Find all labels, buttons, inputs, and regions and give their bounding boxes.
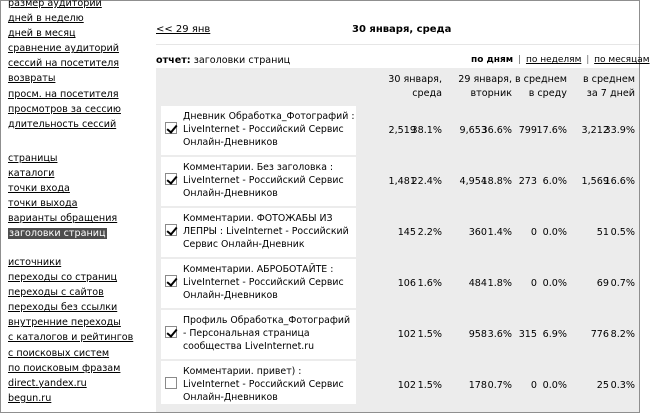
- sidebar-link[interactable]: переходы без ссылки: [8, 302, 118, 314]
- table-header: [156, 68, 639, 106]
- percent-cell: 0.7%: [610, 278, 635, 289]
- sidebar-link[interactable]: переходы с сайтов: [8, 287, 104, 299]
- date-bar: [156, 19, 639, 42]
- page-title-text: Комментарии. АБРОБОТАЙТЕ : LiveInternet - Российский Сервис Онлайн-Дневников: [183, 264, 344, 302]
- percent-cell: 0.0%: [542, 278, 567, 289]
- percent-cell: 0.3%: [610, 380, 635, 391]
- header-yesterday: 29 января, вторник: [458, 74, 512, 99]
- percent-cell: 6.0%: [542, 176, 567, 187]
- sidebar-item: [8, 361, 133, 376]
- row-title-cell: [161, 361, 356, 410]
- page-title-text: Дневник Обработка_Фотографий : LiveInternet - Российский Сервис Онлайн-Дневников: [183, 111, 355, 149]
- percent-cell: 16.6%: [604, 176, 635, 187]
- value-cell: 145: [397, 227, 416, 238]
- divider: [156, 44, 639, 45]
- sidebar-link[interactable]: дней в неделю: [8, 13, 84, 25]
- percent-cell: 3.6%: [487, 329, 512, 340]
- value-cell: 484: [468, 278, 487, 289]
- value-cell: 2,519: [388, 125, 416, 136]
- sidebar-link[interactable]: источники: [8, 257, 62, 268]
- sidebar-group-sources: [8, 255, 133, 406]
- page-title-text: Комментарии. ФОТОЖАБЫ ИЗ ЛЕПРЫ : LiveInternet - Российский Сервис Онлайн-Дневник: [183, 213, 349, 251]
- sidebar-item: [8, 117, 121, 132]
- sidebar-item: [8, 346, 133, 361]
- report-line: [156, 55, 290, 66]
- sidebar-item: [8, 315, 133, 330]
- page-title-text: Комментарии. привет) : LiveInternet - Российский Сервис Онлайн-Дневников: [183, 366, 344, 404]
- sidebar-group-audience: [8, 0, 121, 132]
- sidebar: [1, 1, 141, 412]
- sidebar-link[interactable]: с поисковых систем: [8, 347, 110, 359]
- percent-cell: 33.9%: [604, 125, 635, 136]
- sidebar-item: [8, 270, 133, 285]
- value-cell: 3,212: [581, 125, 609, 136]
- sidebar-item: [8, 26, 121, 41]
- percent-cell: 1.5%: [417, 329, 442, 340]
- value-cell: 273: [518, 176, 537, 187]
- sidebar-item: [8, 102, 121, 117]
- sidebar-item: [8, 285, 133, 300]
- value-cell: 0: [530, 227, 537, 238]
- sidebar-link[interactable]: просмотров за сессию: [8, 103, 121, 115]
- value-cell: 25: [596, 380, 609, 391]
- sidebar-link[interactable]: точки входа: [8, 183, 70, 195]
- tab-by-week[interactable]: по неделям: [525, 55, 582, 65]
- row-title-cell: [161, 106, 356, 155]
- percent-cell: 8.2%: [610, 329, 635, 340]
- sidebar-link[interactable]: просм. на посетителя: [8, 88, 119, 100]
- header-today: 30 января, среда: [388, 74, 442, 99]
- value-cell: 106: [397, 278, 416, 289]
- header-avg-7days: в среднем за 7 дней: [582, 74, 635, 99]
- sidebar-link[interactable]: по поисковым фразам: [8, 362, 121, 374]
- value-cell: 315: [518, 329, 537, 340]
- percent-cell: 2.2%: [417, 227, 442, 238]
- sidebar-item: [8, 211, 117, 226]
- row-title-cell: [161, 259, 356, 308]
- percent-cell: 0.0%: [542, 227, 567, 238]
- period-tabs: [471, 55, 650, 65]
- row-checkbox[interactable]: [165, 326, 177, 338]
- value-cell: 1,481: [388, 176, 416, 187]
- table-footer: [156, 404, 639, 412]
- percent-cell: 1.8%: [487, 278, 512, 289]
- sidebar-link[interactable]: заголовки страниц: [9, 228, 106, 240]
- sidebar-item: [8, 87, 121, 102]
- sidebar-item: [8, 0, 121, 11]
- sidebar-item: [8, 255, 133, 270]
- sidebar-item: [8, 166, 117, 181]
- sidebar-item: [8, 151, 117, 166]
- sidebar-link[interactable]: длительность сессий: [8, 118, 117, 130]
- tab-by-day[interactable]: по дням: [471, 55, 514, 65]
- sidebar-group-pages: [8, 151, 117, 242]
- value-cell: 102: [397, 380, 416, 391]
- value-cell: 102: [397, 329, 416, 340]
- sidebar-item: [8, 300, 133, 315]
- table-row: [156, 208, 639, 257]
- percent-cell: 1.4%: [487, 227, 512, 238]
- sidebar-link[interactable]: каталоги: [8, 168, 55, 180]
- percent-cell: 38.1%: [411, 125, 442, 136]
- sidebar-item: [8, 226, 117, 241]
- sidebar-item: [8, 376, 133, 391]
- value-cell: 360: [468, 227, 487, 238]
- value-cell: 1,569: [581, 176, 609, 187]
- percent-cell: 18.8%: [481, 176, 512, 187]
- tab-separator: |: [518, 55, 522, 65]
- report-value: заголовки страниц: [193, 55, 291, 66]
- sidebar-item: [8, 181, 117, 196]
- sidebar-link[interactable]: внутренние переходы: [8, 317, 121, 329]
- report-label: отчет:: [156, 55, 191, 66]
- row-checkbox[interactable]: [165, 122, 177, 134]
- percent-cell: 17.6%: [536, 125, 567, 136]
- page-title-text: Комментарии. Без заголовка : LiveInternet - Российский Сервис Онлайн-Дневников: [183, 162, 344, 200]
- tab-separator: |: [586, 55, 590, 65]
- header-avg-weekday: в среднем в среду: [514, 74, 567, 99]
- table-row: [156, 259, 639, 308]
- value-cell: 51: [596, 227, 609, 238]
- sidebar-link[interactable]: сравнение аудиторий: [8, 43, 119, 55]
- sidebar-item: [8, 196, 117, 211]
- value-cell: 799: [518, 125, 537, 136]
- sidebar-link[interactable]: с каталогов и рейтингов: [8, 332, 134, 344]
- sidebar-link[interactable]: возвраты: [8, 73, 56, 85]
- percent-cell: 1.6%: [417, 278, 442, 289]
- value-cell: 0: [530, 380, 537, 391]
- percent-cell: 6.9%: [542, 329, 567, 340]
- sidebar-link[interactable]: дней в месяц: [8, 28, 76, 40]
- page-title-text: Профиль Обработка_Фотографий - Персональная страница сообщества LiveInternet.ru: [183, 315, 351, 353]
- value-cell: 4,954: [459, 176, 487, 187]
- sidebar-item: [8, 330, 133, 345]
- sidebar-link[interactable]: варианты обращения: [8, 213, 118, 225]
- row-checkbox[interactable]: [165, 173, 177, 185]
- row-title-cell: [161, 208, 356, 257]
- tab-by-month[interactable]: по месяцам: [594, 55, 650, 65]
- table-row: [156, 106, 639, 155]
- sidebar-item: [8, 41, 121, 56]
- sidebar-link[interactable]: размер аудитории: [8, 0, 102, 9]
- sidebar-link[interactable]: переходы со страниц: [8, 272, 118, 284]
- sidebar-link[interactable]: точки выхода: [8, 198, 78, 210]
- row-checkbox[interactable]: [165, 275, 177, 287]
- value-cell: 69: [596, 278, 609, 289]
- sidebar-item: [8, 71, 121, 86]
- sidebar-item: [8, 391, 133, 406]
- sidebar-link[interactable]: страницы: [8, 153, 58, 164]
- table-row: [156, 361, 639, 410]
- sidebar-item: [8, 56, 121, 71]
- sidebar-link[interactable]: сессий на посетителя: [8, 58, 119, 70]
- value-cell: 9,653: [459, 125, 487, 136]
- row-checkbox[interactable]: [165, 377, 177, 389]
- percent-cell: 0.5%: [610, 227, 635, 238]
- value-cell: 178: [468, 380, 487, 391]
- percent-cell: 22.4%: [411, 176, 442, 187]
- table-row: [156, 157, 639, 206]
- value-cell: 776: [590, 329, 609, 340]
- date-title: 30 января, среда: [352, 24, 452, 35]
- percent-cell: 1.5%: [417, 380, 442, 391]
- percent-cell: 36.6%: [481, 125, 512, 136]
- main-panel: [143, 1, 650, 412]
- value-cell: 0: [530, 278, 537, 289]
- value-cell: 958: [468, 329, 487, 340]
- table-row: [156, 310, 639, 359]
- sidebar-link[interactable]: begun.ru: [8, 392, 52, 404]
- row-checkbox[interactable]: [165, 224, 177, 236]
- prev-day-link[interactable]: << 29 янв: [156, 24, 211, 35]
- percent-cell: 0.7%: [487, 380, 512, 391]
- percent-cell: 0.0%: [542, 380, 567, 391]
- sidebar-item: [8, 11, 121, 26]
- sidebar-link[interactable]: direct.yandex.ru: [8, 377, 87, 389]
- row-title-cell: [161, 157, 356, 206]
- row-title-cell: [161, 310, 356, 359]
